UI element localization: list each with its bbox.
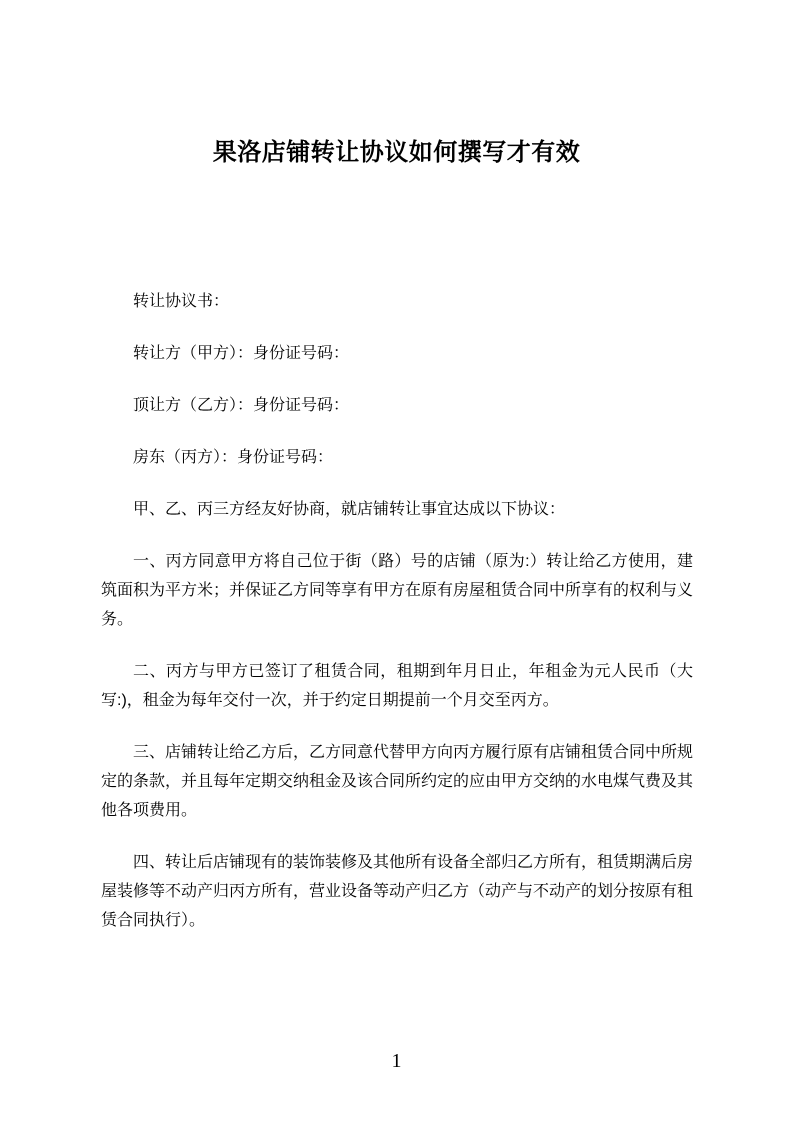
document-title: 果洛店铺转让协议如何撰写才有效 xyxy=(212,139,581,166)
paragraph-heading-agreement: 转让协议书： xyxy=(133,293,230,310)
paragraph-preamble: 甲、乙、丙三方经友好协商，就店铺转让事宜达成以下协议： xyxy=(133,501,566,518)
paragraph-clause-4: 四、转让后店铺现有的装饰装修及其他所有设备全部归乙方所有，租赁期满后房屋装修等不动产归丙方所有，营业设备等动产归乙方（动产与不动产的划分按原有租赁合同执行）。 xyxy=(101,854,694,929)
paragraph-clause-2: 二、丙方与甲方已签订了租赁合同，租期到年月日止，年租金为元人民币（大写:)，租金为每年交付一次，并于约定日期提前一个月交至丙方。 xyxy=(101,663,693,709)
document-body xyxy=(101,287,693,935)
paragraph-clause-1: 一、丙方同意甲方将自己位于街（路）号的店铺（原为:）转让给乙方使用，建筑面积为平方米；并保证乙方同等享有甲方在原有房屋租赁合同中所享有的权利与义务。 xyxy=(101,553,694,628)
paragraph-clause-3: 三、店铺转让给乙方后，乙方同意代替甲方向丙方履行原有店铺租赁合同中所规定的条款，并且每年定期交纳租金及该合同所约定的应由甲方交纳的水电煤气费及其他各项费用。 xyxy=(101,744,694,819)
paragraph-party-c: 房东（丙方）：身份证号码： xyxy=(133,449,334,466)
paragraph-party-a: 转让方（甲方）：身份证号码： xyxy=(133,345,350,362)
page-number: 1 xyxy=(391,1050,402,1072)
paragraph-party-b: 顶让方（乙方）：身份证号码： xyxy=(133,397,350,414)
